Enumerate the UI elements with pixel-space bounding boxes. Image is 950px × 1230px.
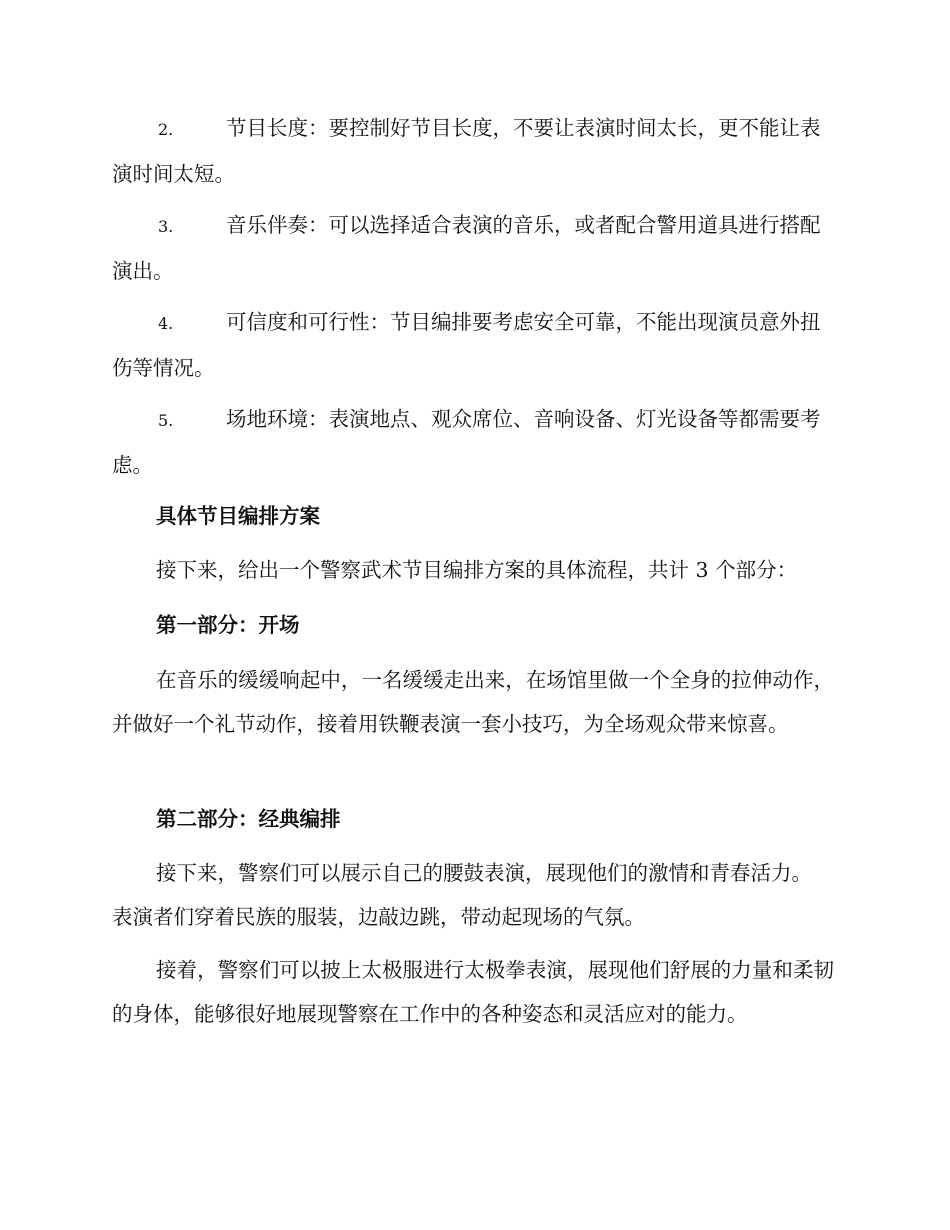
list-item-text: 场地环境：表演地点、观众席位、音响设备、灯光设备等都需要考虑。 xyxy=(112,407,821,477)
list-item-text: 节目长度：要控制好节目长度，不要让表演时间太长，更不能让表演时间太短。 xyxy=(112,116,821,186)
part1-paragraph: 在音乐的缓缓响起中，一名缓缓走出来，在场馆里做一个全身的拉伸动作，并做好一个礼节动作，接着用铁鞭表演一套小技巧，为全场观众带来惊喜。 xyxy=(112,668,834,736)
list-item-4 xyxy=(112,300,834,390)
list-item-text: 音乐伴奏：可以选择适合表演的音乐，或者配合警用道具进行搭配演出。 xyxy=(112,213,821,283)
part2-paragraph-2: 接着，警察们可以披上太极服进行太极拳表演，展现他们舒展的力量和柔韧的身体，能够很好地展现警察在工作中的各种姿态和灵活应对的能力。 xyxy=(112,958,834,1026)
list-number: 2. xyxy=(158,120,174,139)
list-item-3 xyxy=(112,203,834,293)
part2-paragraph-1: 接下来，警察们可以展示自己的腰鼓表演，展现他们的激情和青春活力。表演者们穿着民族的服装，边敲边跳，带动起现场的气氛。 xyxy=(112,861,812,929)
intro-paragraph: 接下来，给出一个警察武术节目编排方案的具体流程，共计 3 个部分： xyxy=(156,558,798,582)
part1-heading: 第一部分：开场 xyxy=(156,613,300,637)
section-heading: 具体节目编排方案 xyxy=(156,504,320,528)
part2-heading: 第二部分：经典编排 xyxy=(156,807,341,831)
list-number: 5. xyxy=(158,411,174,430)
list-number: 4. xyxy=(158,314,174,333)
list-number: 3. xyxy=(158,217,174,236)
list-item-2 xyxy=(112,106,834,196)
list-item-5 xyxy=(112,397,834,487)
list-item-text: 可信度和可行性：节目编排要考虑安全可靠，不能出现演员意外扭伤等情况。 xyxy=(112,310,821,380)
